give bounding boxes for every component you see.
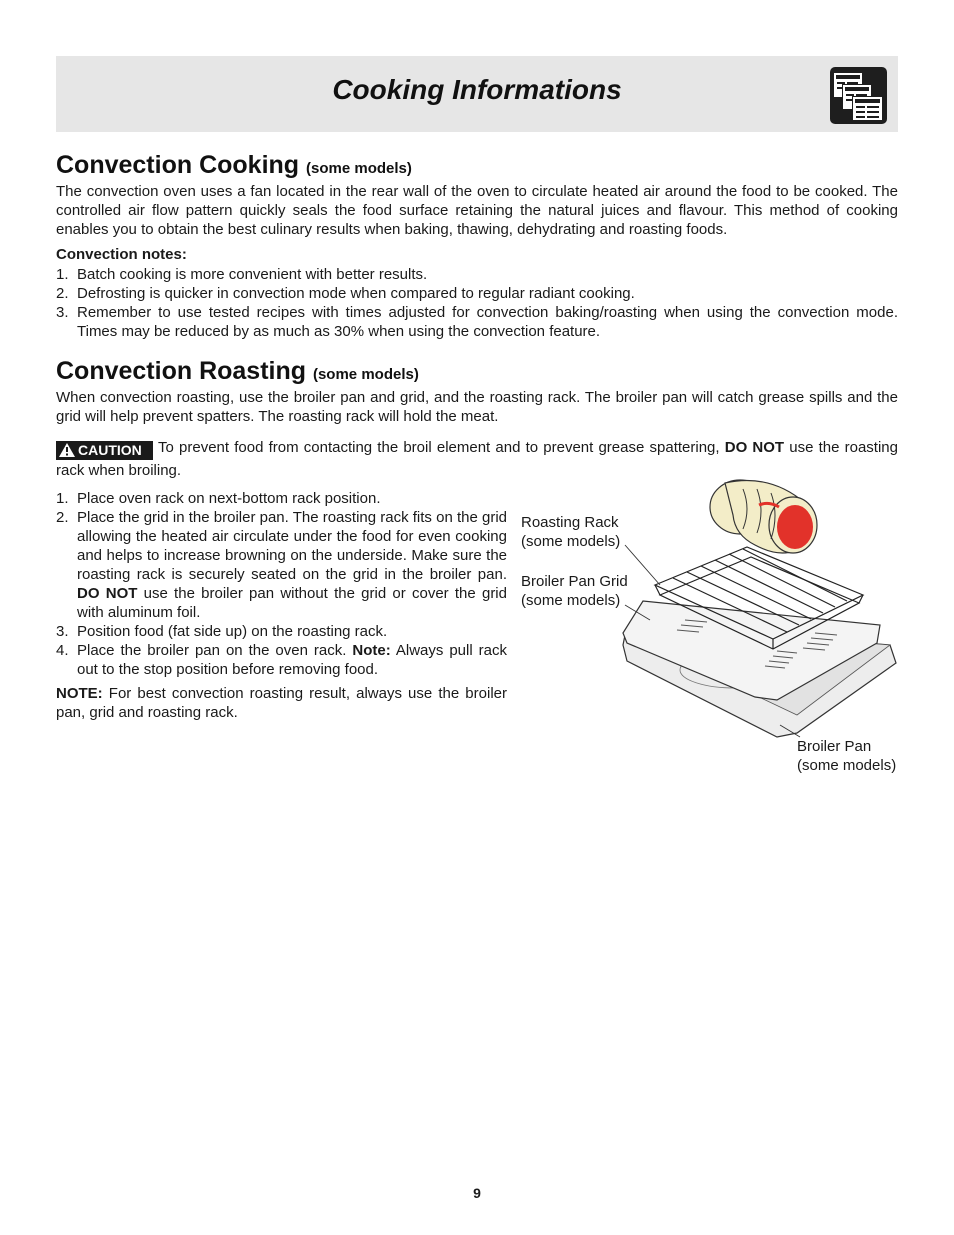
- list-number: 3.: [56, 623, 69, 640]
- list-text: [77, 641, 507, 679]
- list-text: Defrosting is quicker in convection mode when compared to regular radiant cooking.: [77, 285, 635, 302]
- list-number: 2.: [56, 509, 69, 526]
- callout-sub: (some models): [521, 533, 621, 550]
- callout-label: Roasting Rack: [521, 514, 619, 531]
- caution-text: To prevent food from contacting the broil element and to prevent grease spattering,: [158, 439, 725, 456]
- roasting-note: [56, 684, 507, 722]
- list-number: 1.: [56, 490, 69, 507]
- warning-icon: [59, 443, 75, 462]
- heading-text: Convection Cooking: [56, 151, 300, 179]
- step-text-end: use the broiler pan without the grid or cover the grid with aluminum foil.: [77, 585, 507, 621]
- recipe-cards-icon: [830, 67, 887, 124]
- step-text-end: Always pull rack out to the stop position before removing food.: [77, 642, 507, 678]
- heading-qualifier: (some models): [306, 160, 412, 177]
- list-text: [77, 508, 507, 622]
- heading-qualifier: (some models): [312, 366, 419, 383]
- step-emphasis: DO NOT: [77, 585, 138, 602]
- list-text: Batch cooking is more convenient with better results.: [77, 266, 428, 283]
- convection-notes-list: [56, 265, 898, 341]
- list-item: [56, 284, 898, 303]
- page-number: 9: [473, 1185, 481, 1201]
- list-number: 4.: [56, 642, 69, 659]
- roasting-steps-list: [56, 489, 507, 679]
- convection-cooking-heading: [56, 151, 412, 180]
- list-item: [56, 265, 898, 284]
- step-text: Place the broiler pan on the oven rack.: [77, 642, 353, 659]
- step-emphasis: Note:: [352, 642, 391, 659]
- step-text: Place the grid in the broiler pan. The roasting rack fits on the grid allowing the heated air circulate under the food for even cooking and helps to increase browning on the underside. Make sure the roasting rack is securely seated on the grid in the broiler pan.: [77, 509, 507, 583]
- list-number: 1.: [56, 266, 69, 283]
- list-number: 3.: [56, 304, 69, 321]
- caution-text-end: use the roasting rack when broiling.: [56, 439, 898, 479]
- list-item: [56, 489, 507, 508]
- page-title: Cooking Informations: [332, 74, 622, 105]
- convection-roasting-heading: [56, 357, 419, 386]
- note-text: For best convection roasting result, always use the broiler pan, grid and roasting rack.: [56, 685, 507, 721]
- caution-label: CAUTION: [78, 442, 142, 458]
- callout-label: Broiler Pan: [797, 738, 872, 755]
- list-number: 2.: [56, 285, 69, 302]
- caution-badge: [56, 441, 153, 460]
- list-item: [56, 622, 507, 641]
- convection-notes-label: Convection notes:: [56, 246, 187, 263]
- note-label: NOTE:: [56, 685, 103, 702]
- list-text: Remember to use tested recipes with times adjusted for convection baking/roasting when using the convection mode. Times may be reduced by as much as 30% when using the convection feature.: [77, 304, 898, 340]
- caution-emphasis: DO NOT: [724, 439, 785, 456]
- convection-roasting-intro: When convection roasting, use the broiler pan and grid, and the roasting rack. The broiler pan will catch grease spills and the grid will help prevent spatters. The roasting rack will hold the meat.: [56, 389, 898, 425]
- broiler-pan-grid-callout: [521, 572, 628, 610]
- heading-text: Convection Roasting: [56, 357, 307, 385]
- header-band: [56, 56, 898, 132]
- callout-sub: (some models): [797, 757, 897, 774]
- list-text: Position food (fat side up) on the roasting rack.: [77, 623, 388, 640]
- convection-cooking-intro: The convection oven uses a fan located in the rear wall of the oven to circulate heated air around the food to be cooked. The controlled air flow pattern quickly seals the food surface retaining the natural juices and flavour. This method of cooking enables you to obtain the best culinary results when baking, thawing, dehydrating and roasting foods.: [56, 183, 898, 238]
- callout-sub: (some models): [521, 592, 621, 609]
- callout-label: Broiler Pan Grid: [521, 573, 628, 590]
- list-item: [56, 641, 507, 679]
- list-text: Place oven rack on next-bottom rack position.: [77, 490, 381, 507]
- broiler-pan-callout: [797, 737, 896, 775]
- list-item: [56, 508, 507, 622]
- broiler-pan-diagram: [515, 475, 905, 780]
- roast-meat: [710, 480, 817, 553]
- roasting-rack-callout: [521, 513, 620, 551]
- list-item: [56, 303, 898, 341]
